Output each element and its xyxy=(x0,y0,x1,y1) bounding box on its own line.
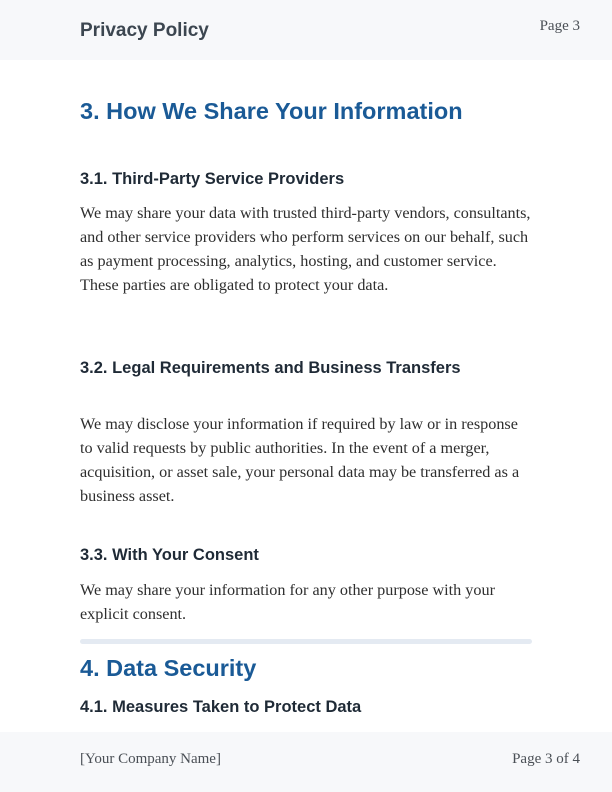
footer-page-number: Page 3 of 4 xyxy=(512,751,580,767)
document-title: Privacy Policy xyxy=(80,20,209,41)
section-3-heading: 3. How We Share Your Information xyxy=(80,98,463,124)
page-footer xyxy=(0,732,612,792)
section-divider xyxy=(80,639,532,644)
section-4-heading: 4. Data Security xyxy=(80,655,257,681)
section-3-2-heading: 3.2. Legal Requirements and Business Transfers xyxy=(80,359,461,377)
header-page-number: Page 3 xyxy=(539,18,580,34)
section-4-1-heading: 4.1. Measures Taken to Protect Data xyxy=(80,698,362,716)
section-3-2-body: We may disclose your information if required by law or in response to valid requests by public authorities. In the event of a merger, acquisition, or asset sale, your personal data may be transferred as a business asset. xyxy=(80,415,520,505)
footer-company-name: [Your Company Name] xyxy=(80,751,221,767)
section-3-1-heading: 3.1. Third-Party Service Providers xyxy=(80,170,345,188)
section-3-3-body: We may share your information for any other purpose with your explicit consent. xyxy=(80,581,495,623)
page-header xyxy=(0,0,612,60)
section-3-3-heading: 3.3. With Your Consent xyxy=(80,546,259,564)
section-3-1-body: We may share your data with trusted third-party vendors, consultants, and other service providers who perform services on our behalf, such as payment processing, analytics, hosting, and customer service. These parties are obligated to protect your data. xyxy=(80,204,531,294)
